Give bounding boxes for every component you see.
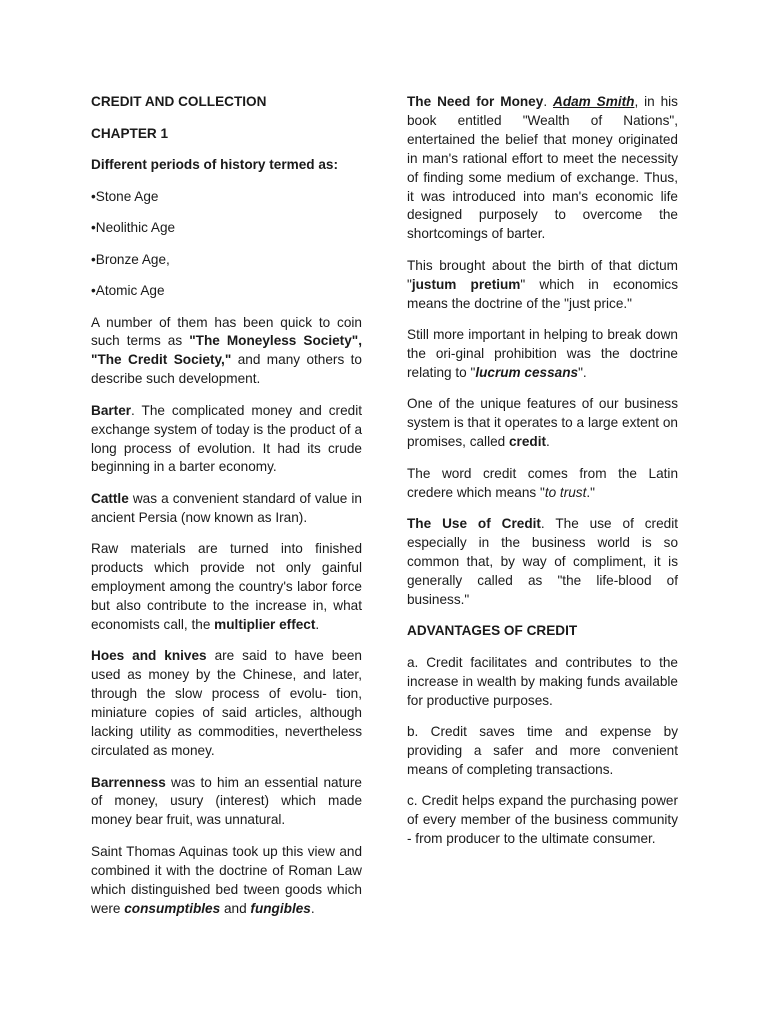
period-item: •Neolithic Age (91, 220, 176, 235)
paragraph-barrenness: Barrenness was to him an essential nature of money, usury (interest) which made money bear fruit, was unnatural. (91, 774, 362, 828)
paragraph-terms: A number of them has been quick to coin such terms as "The Moneyless Society", "The Credit Society," and many others to describe such development. (91, 314, 362, 387)
right-column (407, 93, 678, 862)
paragraph-barter: Barter. The complicated money and credit exchange system of today is the product of a long process of evolution. It had its crude beginning in a barter economy. (91, 402, 362, 475)
advantage-item: a. Credit facilitates and contributes to the increase in wealth by making funds available for productive purposes. (407, 654, 678, 708)
paragraph-use-of-credit: The Use of Credit. The use of credit especially in the business world is so common that, by way of compliment, it is generally called as "the life-blood of business." (407, 516, 678, 607)
paragraph-hoes-knives: Hoes and knives are said to have been used as money by the Chinese, and later, through the slow process of evolu- tion, miniature copies of said articles, although lacking utility as commodities, nevertheless circulated as money. (91, 648, 362, 758)
advantage-item: c. Credit helps expand the purchasing power of every member of the business community - from producer to the ultimate consumer. (407, 793, 678, 847)
advantages-heading: ADVANTAGES OF CREDIT (407, 623, 578, 639)
paragraph-cattle: Cattle was a convenient standard of value in ancient Persia (now known as Iran). (91, 490, 362, 525)
paragraph-word-credit: The word credit comes from the Latin credere which means "to trust." (407, 465, 678, 500)
paragraph-justum-pretium: This brought about the birth of that dictum "justum pretium" which in economics means the doctrine of the "just price." (407, 257, 678, 311)
paragraph-need-for-money: The Need for Money. Adam Smith, in his book entitled "Wealth of Nations", entertained the belief that money originated in man's rational effort to meet the necessity of finding some medium of exchange. Thus, it was introduced into man's economic life designed purposely to overcome the shortcomings of barter. (407, 94, 678, 242)
paragraph-lucrum-cessans: Still more important in helping to break down the ori-ginal prohibition was the doctrine relating to "lucrum cessans". (407, 327, 678, 380)
paragraph-aquinas: Saint Thomas Aquinas took up this view and combined it with the doctrine of Roman Law which distinguished bed tween goods which were consumptibles and fungibles. (91, 843, 362, 916)
left-column (91, 93, 362, 931)
period-item: •Stone Age (91, 188, 159, 204)
period-item: •Bronze Age, (91, 251, 170, 267)
chapter-heading: CHAPTER 1 (91, 125, 169, 141)
document-title: CREDIT AND COLLECTION (91, 94, 267, 109)
advantage-item: b. Credit saves time and expense by providing a safer and more convenient means of completing transactions. (407, 724, 678, 777)
periods-heading: Different periods of history termed as: (91, 157, 338, 172)
paragraph-raw-materials: Raw materials are turned into finished products which provide not only gainful employment among the country's labor force but also contribute to the increase in, what economists call, the multiplier effect. (91, 541, 362, 632)
paragraph-credit-features: One of the unique features of our business system is that it operates to a large extent on promises, called credit. (407, 396, 678, 450)
period-item: •Atomic Age (91, 283, 165, 298)
